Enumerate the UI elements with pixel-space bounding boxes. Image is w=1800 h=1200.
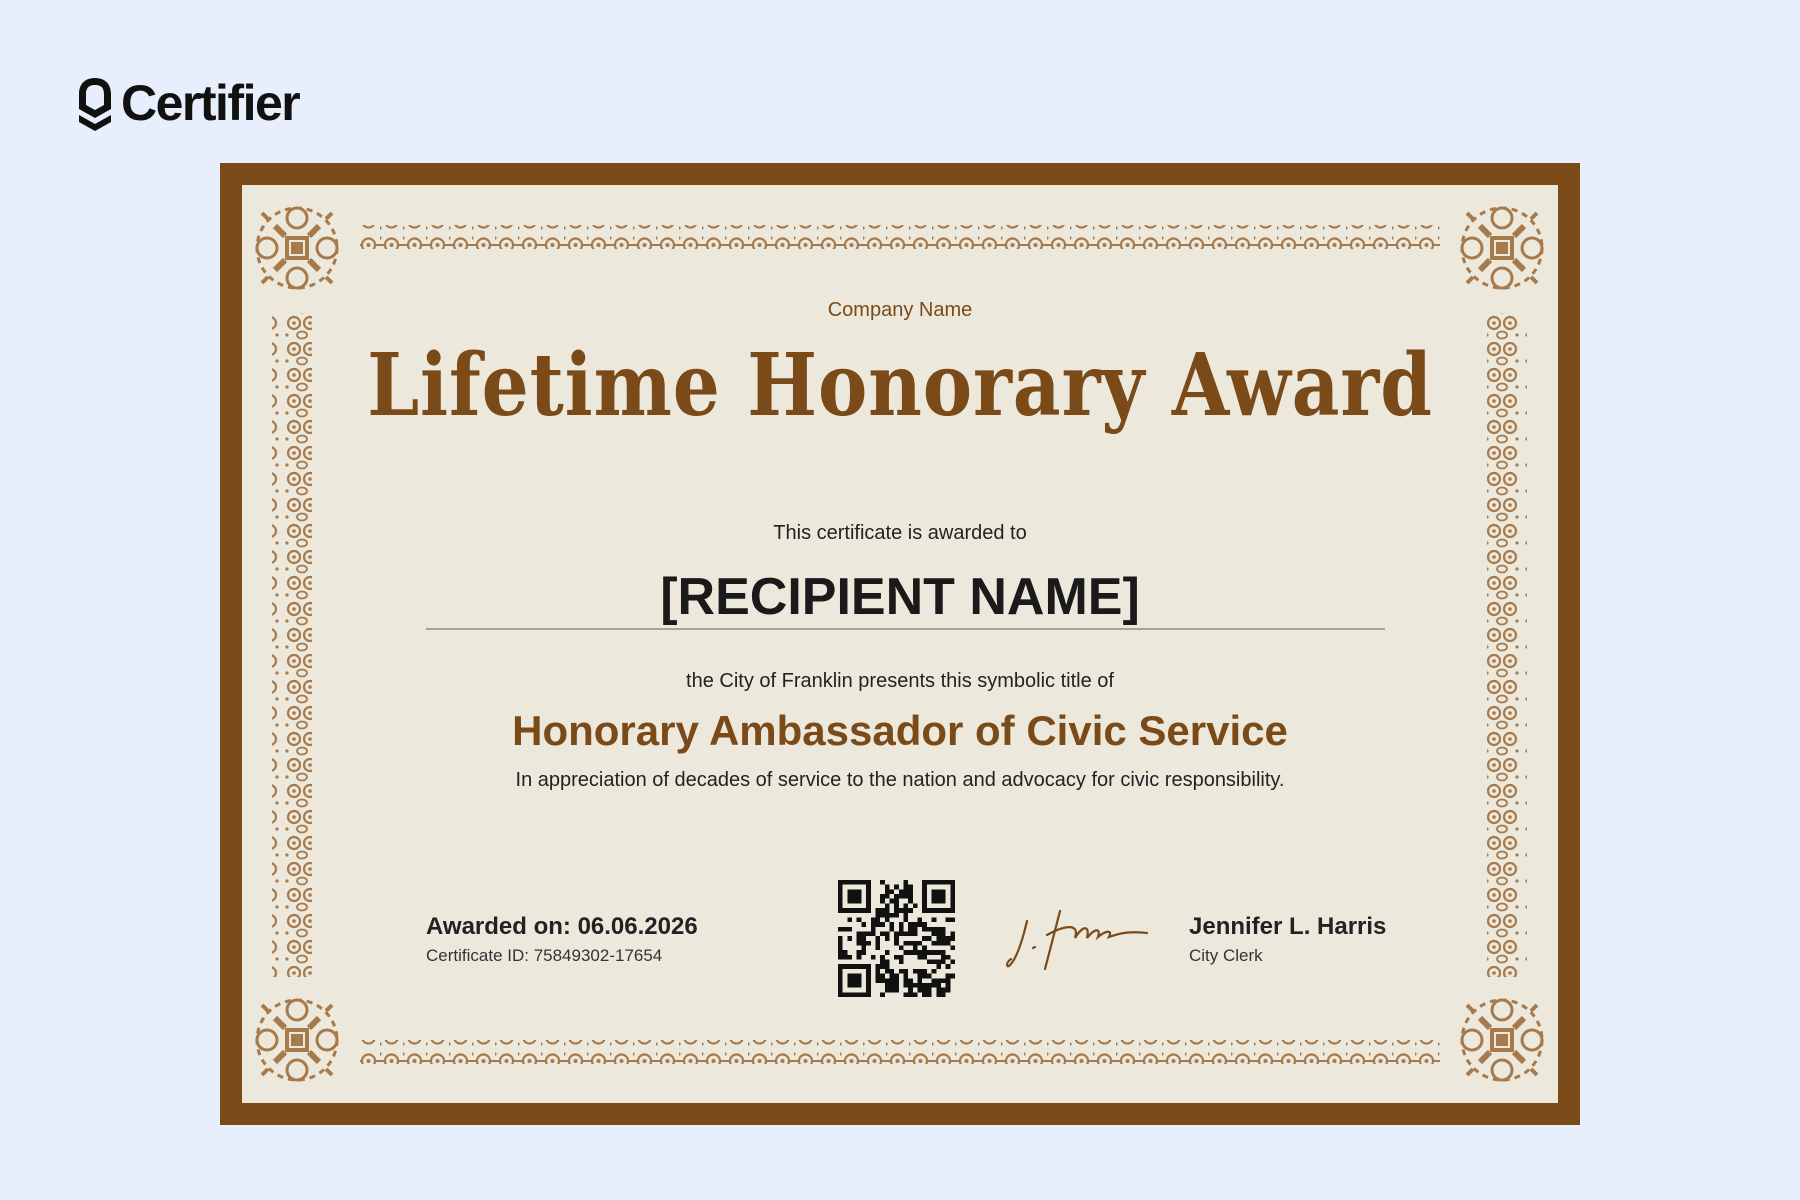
certificate-paper bbox=[242, 185, 1558, 1103]
company-name: Company Name bbox=[827, 299, 973, 321]
certifier-logo bbox=[75, 74, 299, 132]
certificate-title: Lifetime Honorary Award bbox=[367, 335, 1433, 436]
brand-name: Certifier bbox=[121, 75, 300, 131]
recipient-name: [RECIPIENT NAME] bbox=[660, 568, 1140, 626]
certificate-id: Certificate ID: 75849302-17654 bbox=[426, 946, 663, 965]
certifier-logo-icon bbox=[75, 75, 115, 131]
qr-code bbox=[838, 880, 955, 997]
awarded-date: Awarded on: 06.06.2026 bbox=[426, 913, 698, 940]
presents-text: the City of Franklin presents this symbolic title of bbox=[686, 670, 1114, 692]
signature bbox=[1005, 903, 1150, 973]
signer-role: City Clerk bbox=[1189, 946, 1263, 965]
awarded-to-label: This certificate is awarded to bbox=[773, 522, 1027, 544]
signer-name: Jennifer L. Harris bbox=[1189, 913, 1387, 940]
appreciation-text: In appreciation of decades of service to the nation and advocacy for civic responsibility. bbox=[515, 769, 1285, 791]
recipient-underline bbox=[426, 628, 1385, 630]
honor-title: Honorary Ambassador of Civic Service bbox=[512, 707, 1288, 754]
certificate-frame bbox=[220, 163, 1580, 1125]
